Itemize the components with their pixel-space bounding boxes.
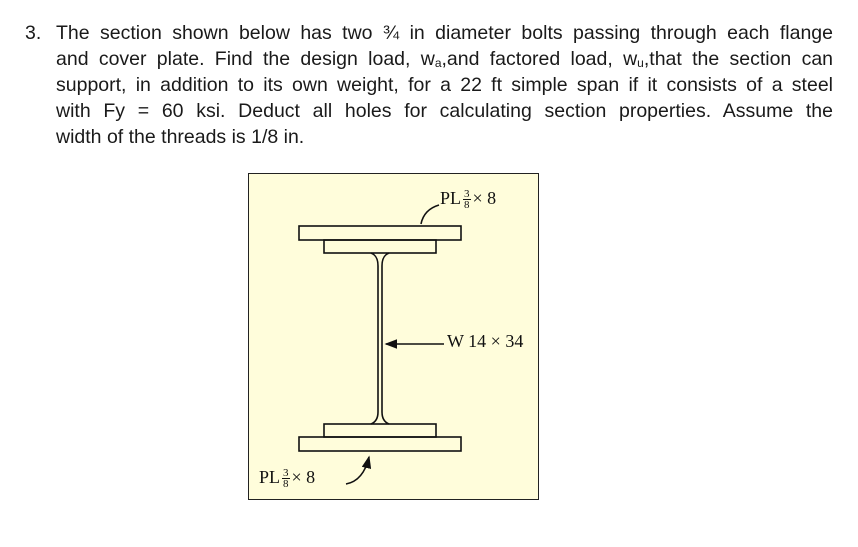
top-plate-fraction-num: 3 bbox=[464, 188, 470, 201]
bottom-plate-prefix: PL bbox=[259, 467, 281, 487]
problem-line-1: The section shown below has two ¾ in diameter bolts passing through each flange bbox=[56, 22, 833, 44]
web-left-edge bbox=[371, 253, 378, 424]
top-flange bbox=[324, 240, 436, 253]
problem-line-2-part-2: ,and factored load, w bbox=[441, 48, 638, 70]
top-plate-fraction bbox=[463, 189, 471, 210]
bottom-plate-label bbox=[259, 467, 315, 489]
top-cover-plate bbox=[299, 226, 461, 240]
bottom-plate-fraction bbox=[282, 468, 290, 489]
problem-number: 3. bbox=[25, 22, 42, 44]
top-plate-leader bbox=[421, 205, 439, 224]
bottom-plate-leader bbox=[346, 457, 369, 484]
problem-line-2-part-1: and cover plate. Find the design load, w bbox=[56, 48, 435, 70]
beam-label: W 14 × 34 bbox=[447, 331, 524, 351]
problem-line-4: with Fy = 60 ksi. Deduct all holes for calculating section properties. Assume the bbox=[56, 100, 833, 122]
problem-line-5: width of the threads is 1/8 in. bbox=[56, 126, 305, 148]
bottom-plate-suffix: × 8 bbox=[291, 467, 316, 487]
problem-statement bbox=[0, 0, 858, 160]
bottom-plate-fraction-den: 8 bbox=[283, 478, 289, 491]
top-plate-suffix: × 8 bbox=[472, 188, 497, 208]
top-plate-fraction-den: 8 bbox=[464, 199, 470, 212]
section-figure bbox=[248, 173, 539, 500]
web-right-edge bbox=[382, 253, 389, 424]
bottom-flange bbox=[324, 424, 436, 437]
bottom-cover-plate bbox=[299, 437, 461, 451]
bottom-plate-fraction-num: 3 bbox=[283, 467, 289, 480]
problem-line-3: support, in addition to its own weight, for a 22 ft simple span if it consists of a steel bbox=[56, 74, 833, 96]
subscript-a: a bbox=[434, 56, 442, 70]
problem-line-2-part-3: ,that the section can bbox=[643, 48, 834, 70]
top-plate-prefix: PL bbox=[440, 188, 462, 208]
subscript-u: u bbox=[637, 56, 644, 70]
top-plate-label bbox=[440, 188, 496, 210]
